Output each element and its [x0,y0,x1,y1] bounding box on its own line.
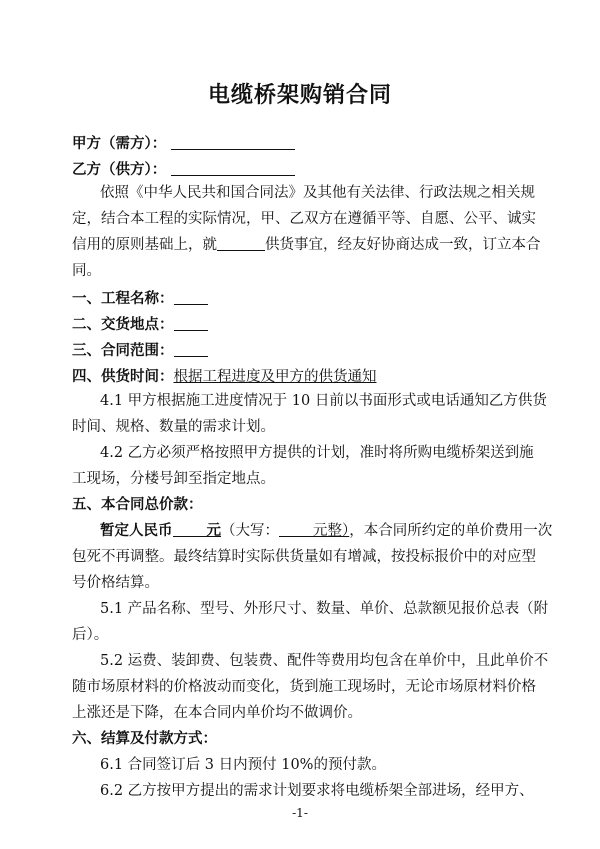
section-5: 五、本合同总价款： [72,496,203,513]
para-4-2-line-2: 工现场，分楼号卸至指定地点。 [72,471,275,487]
para-6-2: 6.2 乙方按甲方提出的需求计划要求将电缆桥架全部进场，经甲方、 [100,783,534,799]
page-number: -1- [292,806,308,820]
price-capital-blank [279,521,313,537]
intro-line-3 [72,235,541,255]
price-prefix: 暂定人民币 [100,522,173,539]
party-a-line [72,134,532,154]
party-b-blank [171,160,295,176]
price-capital-open: （大写： [221,523,279,539]
price-amount-blank [173,521,207,537]
section-2-blank [174,315,208,331]
para-5-2-line-2: 随市场原材料的价格波动而变化，货到施工现场时，无论市场原材料价格 [72,679,536,695]
price-line-1 [100,521,553,541]
price-unit: 元 [206,522,221,539]
para-4-1-line-1: 4.1 甲方根据施工进度情况于 10 日前以书面形式或电话通知乙方供货 [100,393,547,409]
section-6: 六、结算及付款方式： [72,730,217,747]
para-5-2-line-1: 5.2 运费、装卸费、包装费、配件等费用均包含在单价中，且此单价不 [100,653,549,669]
intro-line-3b: 供货事宜，经友好协商达成一致，订立本合 [265,237,541,253]
section-4-label: 四、供货时间： [72,368,174,385]
para-5-2-line-3: 上涨还是下降，在本合同内单价均不做调价。 [72,705,362,721]
section-1-label: 一、工程名称： [72,290,174,307]
para-5-1-line-1: 5.1 产品名称、型号、外形尺寸、数量、单价、总款额见报价总表（附 [100,601,549,617]
price-capital-close: 元整） [313,523,350,539]
para-4-2-line-1: 4.2 乙方必须严格按照甲方提供的计划，准时将所购电缆桥架送到施 [100,445,534,461]
intro-line-1: 依照《中华人民共和国合同法》及其他有关法律、行政法规之相关规 [100,185,535,201]
intro-line-3a: 信用的原则基础上，就 [72,237,217,253]
section-3-label: 三、合同范围： [72,342,174,359]
section-3 [72,341,532,361]
para-6-1: 6.1 合同签订后 3 日内预付 10%的预付款。 [100,757,386,773]
price-rest: ，本合同所约定的单价费用一次 [349,523,553,539]
intro-line-4: 同。 [72,263,101,279]
party-b-label: 乙方（供方）： [72,161,167,178]
section-1-blank [174,289,208,305]
section-4 [72,367,532,387]
party-a-label: 甲方（需方）： [72,135,167,152]
document-title: 电缆桥架购销合同 [207,82,392,108]
price-line-2: 包死不再调整。最终结算时实际供货量如有增减，按投标报价中的对应型 [72,549,536,565]
party-a-blank [171,134,295,150]
section-3-blank [174,341,208,357]
section-1 [72,289,532,309]
party-b-line [72,160,532,180]
para-5-1-line-2: 后）。 [72,627,109,643]
section-2 [72,315,532,335]
section-2-label: 二、交货地点： [72,316,174,333]
section-4-value: 根据工程进度及甲方的供货通知 [173,369,377,385]
intro-line-2: 定，结合本工程的实际情况，甲、乙双方在遵循平等、自愿、公平、诚实 [72,211,536,227]
price-line-3: 号价格结算。 [72,575,159,591]
para-4-1-line-2: 时间、规格、数量的需求计划。 [72,419,275,435]
intro-blank [217,235,265,251]
